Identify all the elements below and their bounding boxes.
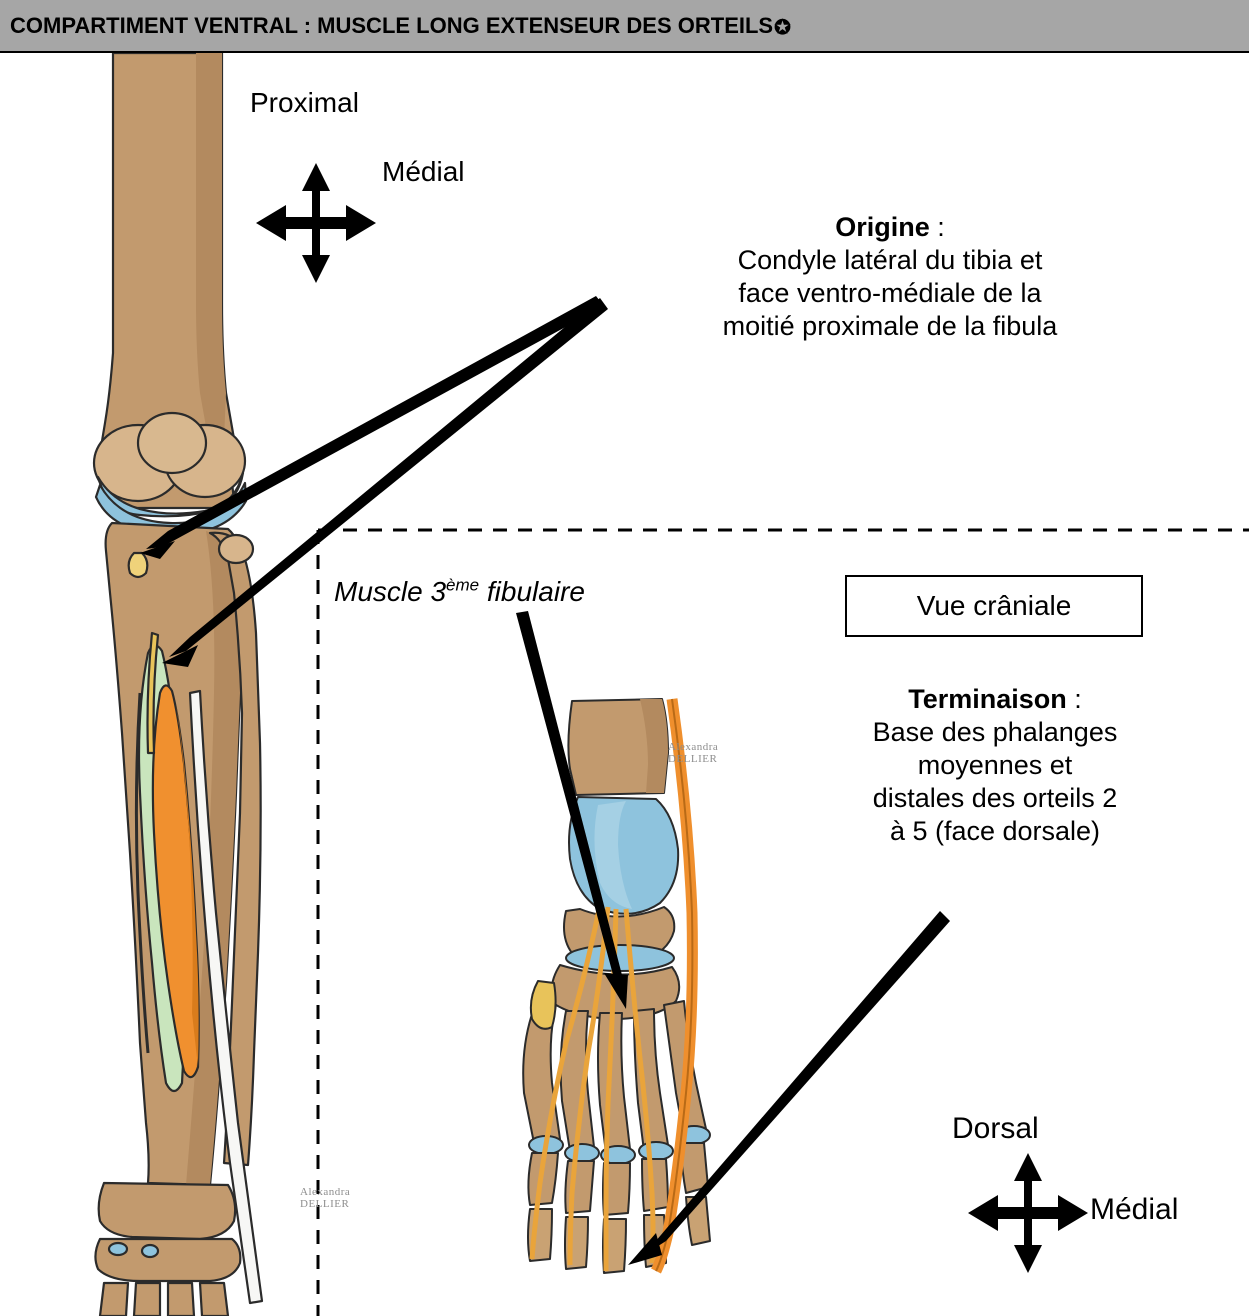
origine-line-2: face ventro-médiale de la — [738, 277, 1042, 308]
target-icon: ✪ — [774, 16, 791, 39]
diagram-canvas — [0, 53, 1249, 1316]
label-medial-top: Médial — [382, 156, 465, 187]
muscle-third-fibular-prefix: Muscle 3 — [334, 576, 447, 607]
artist-signature-leg: Alexandra DELLIER — [300, 1186, 351, 1211]
label-dorsal: Dorsal — [952, 1112, 1039, 1145]
terminaison-separator: : — [1066, 684, 1082, 714]
label-proximal: Proximal — [250, 87, 359, 118]
leg-illustration — [94, 53, 262, 1316]
terminaison-line-3: distales des orteils 2 — [872, 782, 1118, 813]
muscle-third-fibular-sup: ème — [446, 575, 480, 595]
page-title-text: COMPARTIMENT VENTRAL : MUSCLE LONG EXTENSEUR DES ORTEILS — [10, 12, 774, 38]
origine-line-1: Condyle latéral du tibia et — [737, 244, 1043, 275]
muscle-third-fibular-label — [334, 575, 585, 609]
terminaison-heading: Terminaison — [908, 684, 1067, 714]
origine-separator: : — [929, 212, 945, 242]
view-label-text: Vue crâniale — [916, 590, 1072, 621]
header-bar — [0, 0, 1249, 53]
terminaison-annotation — [800, 683, 1190, 848]
terminaison-line-4: à 5 (face dorsale) — [889, 815, 1101, 846]
origine-line-3: moitié proximale de la fibula — [722, 310, 1058, 341]
view-label-box — [845, 575, 1143, 637]
orientation-compass-bottom — [968, 1153, 1088, 1273]
terminaison-line-2: moyennes et — [917, 749, 1073, 780]
terminaison-line-1: Base des phalanges — [872, 716, 1118, 747]
label-medial-bottom: Médial — [1090, 1193, 1179, 1226]
origine-heading: Origine — [835, 212, 930, 242]
orientation-compass-top — [256, 163, 376, 283]
muscle-third-fibular-suffix: fibulaire — [479, 576, 585, 607]
page-title — [10, 13, 791, 39]
origine-annotation — [620, 211, 1160, 343]
artist-signature-foot: Alexandra DELLIER — [668, 741, 719, 766]
